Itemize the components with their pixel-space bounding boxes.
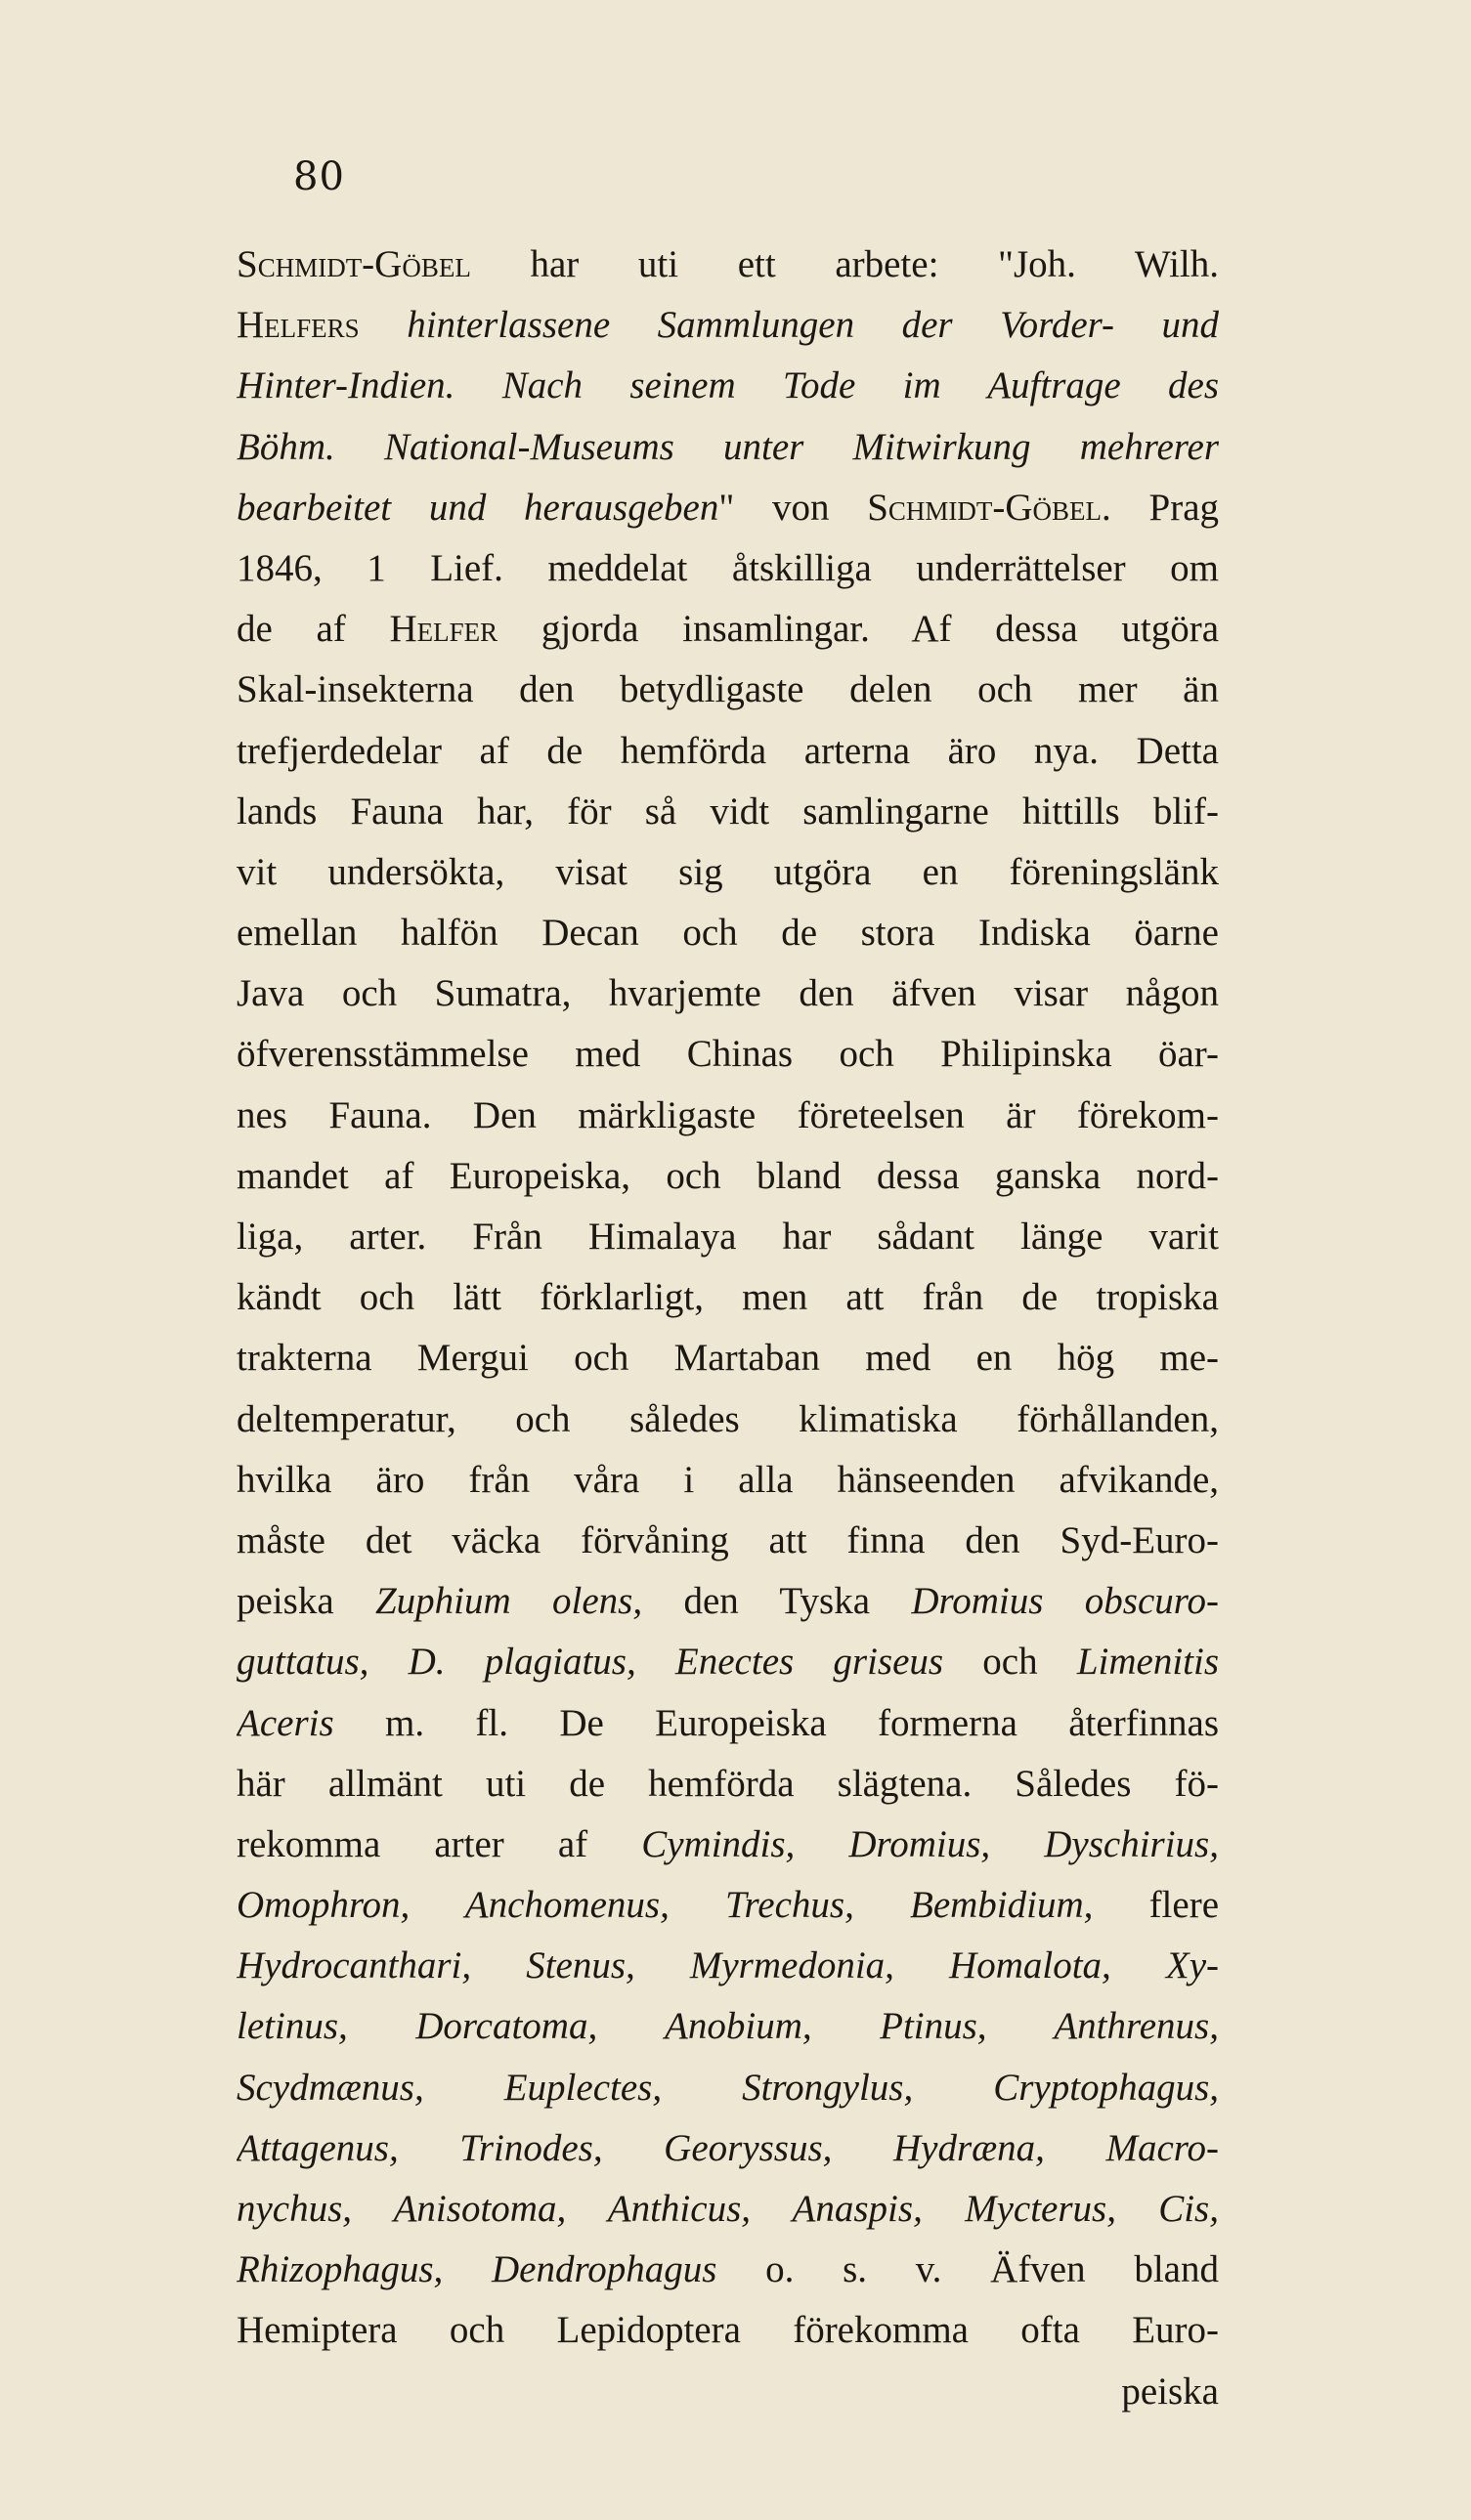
text-line [237,2179,1219,2240]
text-span: 1846, 1 Lief. meddelat åtskilliga underrättelser om [237,546,1219,589]
text-span: måste det väcka förvåning att finna den Syd-Euro- [237,1518,1219,1561]
text-span: hvilka äro från våra i alla hänseenden afvikande, [237,1458,1219,1501]
text-line [237,2058,1219,2118]
text-line [237,782,1219,842]
text-line [237,660,1219,720]
italic-text: Cymindis, Dromius, Dyschirius, [641,1822,1219,1865]
italic-text: guttatus, D. plagiatus, Enectes griseus [237,1641,944,1684]
italic-text: Hydrocanthari, Stenus, Myrmedonia, Homalota, Xy- [237,1944,1219,1987]
italic-text: nychus, Anisotoma, Anthicus, Anaspis, Mycterus, Cis, [237,2188,1219,2230]
text-span: m. fl. De Europeiska formerna återfinnas [333,1701,1219,1744]
text-span: peiska [237,1580,375,1623]
italic-text: letinus, Dorcatoma, Anobium, Ptinus, Anthrenus, [237,2005,1219,2048]
small-caps-name: Schmidt-Göbel [867,486,1103,529]
text-line [237,721,1219,782]
body-text [237,235,1219,2422]
text-line [237,963,1219,1024]
text-span: här allmänt uti de hemförda slägtena. Således fö- [237,1762,1219,1805]
text-line [237,478,1219,538]
text-line [237,1086,1219,1146]
text-span: peiska [1121,2370,1219,2413]
text-line [237,1450,1219,1511]
text-span: vit undersökta, visat sig utgöra en föreningslänk [237,850,1219,893]
text-span: o. s. v. Äfven bland [716,2248,1219,2291]
text-span: nes Fauna. Den märkligaste företeelsen är förekom- [237,1093,1219,1136]
text-span: Hemiptera och Lepidoptera förekomma ofta Euro- [237,2309,1219,2352]
text-line [237,1936,1219,1996]
page-number: 80 [293,154,345,199]
text-line [237,1389,1219,1450]
small-caps-name: Helfers [237,304,360,347]
text-line [237,1024,1219,1085]
italic-text: Aceris [237,1701,334,1744]
italic-text: bearbeitet und herausgeben [237,486,719,529]
text-line [237,1996,1219,2057]
text-line [237,1511,1219,1571]
text-line [237,842,1219,903]
text-line [237,1693,1219,1754]
italic-text: Scydmænus, Euplectes, Strongylus, Cryptophagus, [237,2066,1219,2109]
text-span: . Prag [1102,486,1219,529]
text-line [237,538,1219,599]
text-line [237,903,1219,963]
text-span: liga, arter. Från Himalaya har sådant länge varit [237,1216,1219,1258]
text-line [237,1875,1219,1936]
text-span: rekomma arter af [237,1822,642,1865]
text-span: de af [237,608,390,651]
text-span: " von [718,486,868,529]
text-span: Java och Sumatra, hvarjemte den äfven visar någon [237,972,1219,1015]
text-line [237,1571,1219,1632]
italic-text: Omophron, Anchomenus, Trechus, Bembidium, [237,1884,1094,1927]
text-line [237,599,1219,660]
text-span: lands Fauna har, för så vidt samlingarne hittills blif- [237,790,1219,833]
text-span: gjorda insamlingar. Af dessa utgöra [498,608,1219,651]
text-span: flere [1093,1884,1219,1927]
text-span: deltemperatur, och således klimatiska förhållanden, [237,1397,1219,1440]
text-span: öfverensstämmelse med Chinas och Philipinska öar- [237,1033,1219,1076]
italic-text: Limenitis [1076,1641,1219,1684]
text-line [237,2362,1219,2422]
text-line [237,1267,1219,1328]
text-line [237,417,1219,478]
text-line [237,1146,1219,1207]
italic-text: Böhm. National-Museums unter Mitwirkung mehrerer [237,425,1219,468]
text-span: emellan halfön Decan och de stora Indiska öarne [237,912,1219,955]
text-line [237,1207,1219,1267]
text-line [237,295,1219,356]
italic-text: Zuphium olens, [374,1580,643,1623]
text-line [237,1328,1219,1388]
text-line [237,2118,1219,2179]
text-span: Skal-insekterna den betydligaste delen och mer än [237,668,1219,711]
text-span: och [943,1641,1077,1684]
text-span: trefjerdedelar af de hemförda arterna äro nya. Detta [237,729,1219,772]
text-span: kändt och lätt förklarligt, men att från de tropiska [237,1276,1219,1319]
text-line [237,1754,1219,1815]
italic-text: Dromius obscuro- [911,1580,1219,1623]
text-span [360,304,408,346]
text-span: har uti ett arbete: "Joh. Wilh. [470,243,1219,285]
text-span: mandet af Europeiska, och bland dessa ganska nord- [237,1154,1219,1197]
text-line [237,235,1219,295]
text-span: den Tyska [642,1580,912,1623]
text-line [237,1815,1219,1875]
small-caps-name: Schmidt-Göbel [237,243,471,285]
text-line [237,1632,1219,1692]
italic-text: Hinter-Indien. Nach seinem Tode im Auftrage des [237,364,1219,407]
italic-text: Attagenus, Trinodes, Georyssus, Hydræna, Macro- [237,2126,1219,2169]
italic-text: Rhizophagus, Dendrophagus [237,2248,717,2291]
text-span: trakterna Mergui och Martaban med en hög me- [237,1337,1219,1380]
small-caps-name: Helfer [389,608,498,651]
text-line [237,2240,1219,2300]
text-line [237,356,1219,416]
italic-text: hinterlassene Sammlungen der Vorder- und [407,304,1219,347]
text-line [237,2300,1219,2361]
